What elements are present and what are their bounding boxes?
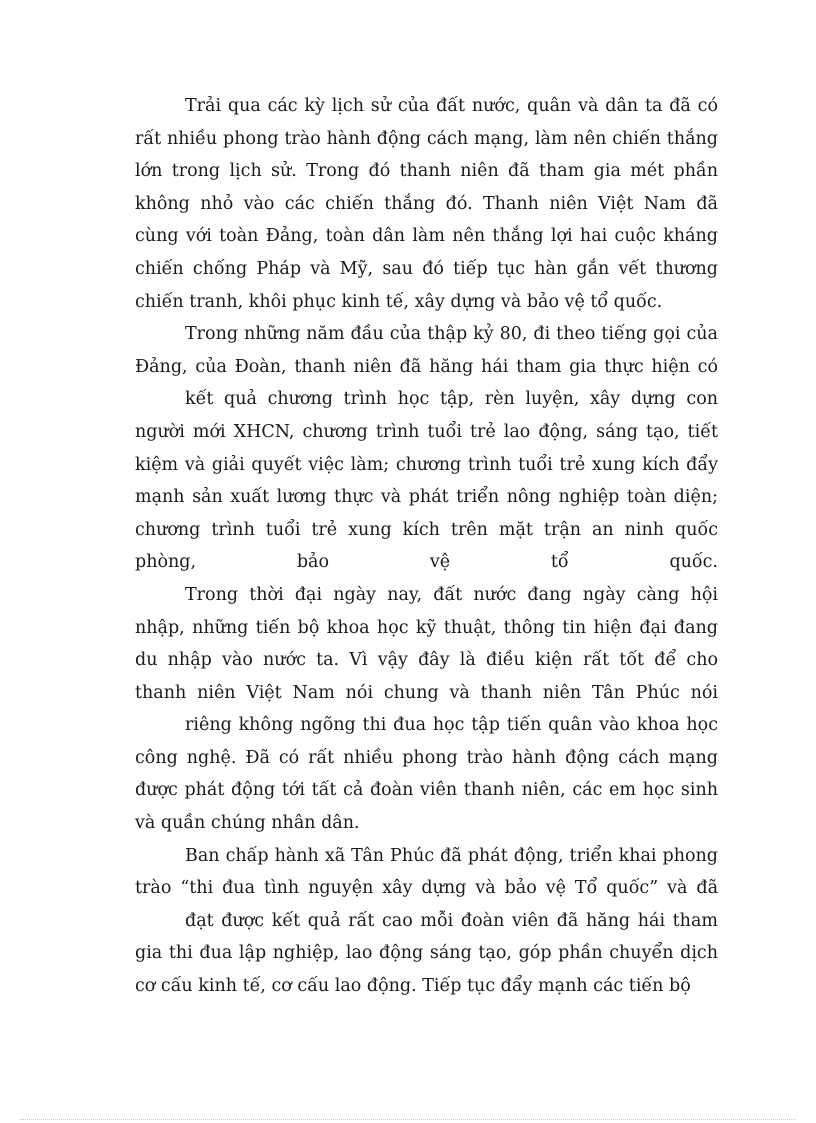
text-line: mạnh sản xuất lương thực và phát triển nông nghiệp toàn diện; (135, 487, 718, 508)
text-line: Trải qua các kỳ lịch sử của đất nước, quân và dân ta đã có (185, 96, 718, 116)
text-line: được phát động tới tất cả đoàn viên thanh niên, các em học sinh (135, 780, 718, 801)
text-line: phòng, bảo vệ tổ quốc. (135, 552, 718, 573)
text-line: kiệm và giải quyết việc làm; chương trình tuổi trẻ xung kích đẩy (135, 454, 718, 475)
text-line: chiến tranh, khôi phục kinh tế, xây dựng và bảo vệ tổ quốc. (135, 291, 663, 312)
text-line: đạt được kết quả rất cao mỗi đoàn viên đã hăng hái tham (185, 910, 718, 931)
text-line: và quần chúng nhân dân. (135, 813, 360, 834)
text-line: nhập, những tiến bộ khoa học kỹ thuật, thông tin hiện đại đang (135, 617, 718, 638)
text-line: chiến chống Pháp và Mỹ, sau đó tiếp tục hàn gắn vết thương (135, 258, 718, 279)
page-bottom-divider (20, 1119, 796, 1120)
text-line: riêng không ngõng thi đua học tập tiến quân vào khoa học (185, 715, 718, 736)
text-line: cùng với toàn Đảng, toàn dân làm nên thắng lợi hai cuộc kháng (135, 226, 718, 247)
text-line: chương trình tuổi trẻ xung kích trên mặt trận an ninh quốc (135, 519, 718, 540)
text-line: công nghệ. Đã có rất nhiều phong trào hành động cách mạng (135, 747, 718, 768)
text-line: Trong những năm đầu của thập kỷ 80, đi theo tiếng gọi của (185, 324, 718, 345)
body-text (135, 90, 718, 1003)
text-line: gia thi đua lập nghiệp, lao động sáng tạo, góp phần chuyển dịch (135, 943, 718, 964)
text-line: du nhập vào nước ta. Vì vậy đây là điều kiện rất tốt để cho (135, 650, 718, 671)
text-line: lớn trong lịch sử. Trong đó thanh niên đã tham gia mét phần (135, 161, 718, 182)
text-line: Trong thời đại ngày nay, đất nước đang ngày càng hội (185, 584, 718, 605)
text-line: thanh niên Việt Nam nói chung và thanh niên Tân Phúc nói (135, 682, 718, 703)
text-line: trào “thi đua tình nguyện xây dựng và bảo vệ Tổ quốc” và đã (135, 878, 718, 899)
text-line: không nhỏ vào các chiến thắng đó. Thanh niên Việt Nam đã (135, 193, 718, 214)
text-line: rất nhiều phong trào hành động cách mạng, làm nên chiến thắng (135, 128, 718, 149)
text-line: Ban chấp hành xã Tân Phúc đã phát động, triển khai phong (185, 845, 718, 866)
text-line: người mới XHCN, chương trình tuổi trẻ lao động, sáng tạo, tiết (135, 421, 718, 442)
text-line: kết quả chương trình học tập, rèn luyện, xây dựng con (185, 389, 718, 410)
text-line: Đảng, của Đoàn, thanh niên đã hăng hái tham gia thực hiện có (135, 356, 718, 377)
text-line: cơ cấu kinh tế, cơ cấu lao động. Tiếp tục đẩy mạnh các tiến bộ (135, 976, 691, 997)
